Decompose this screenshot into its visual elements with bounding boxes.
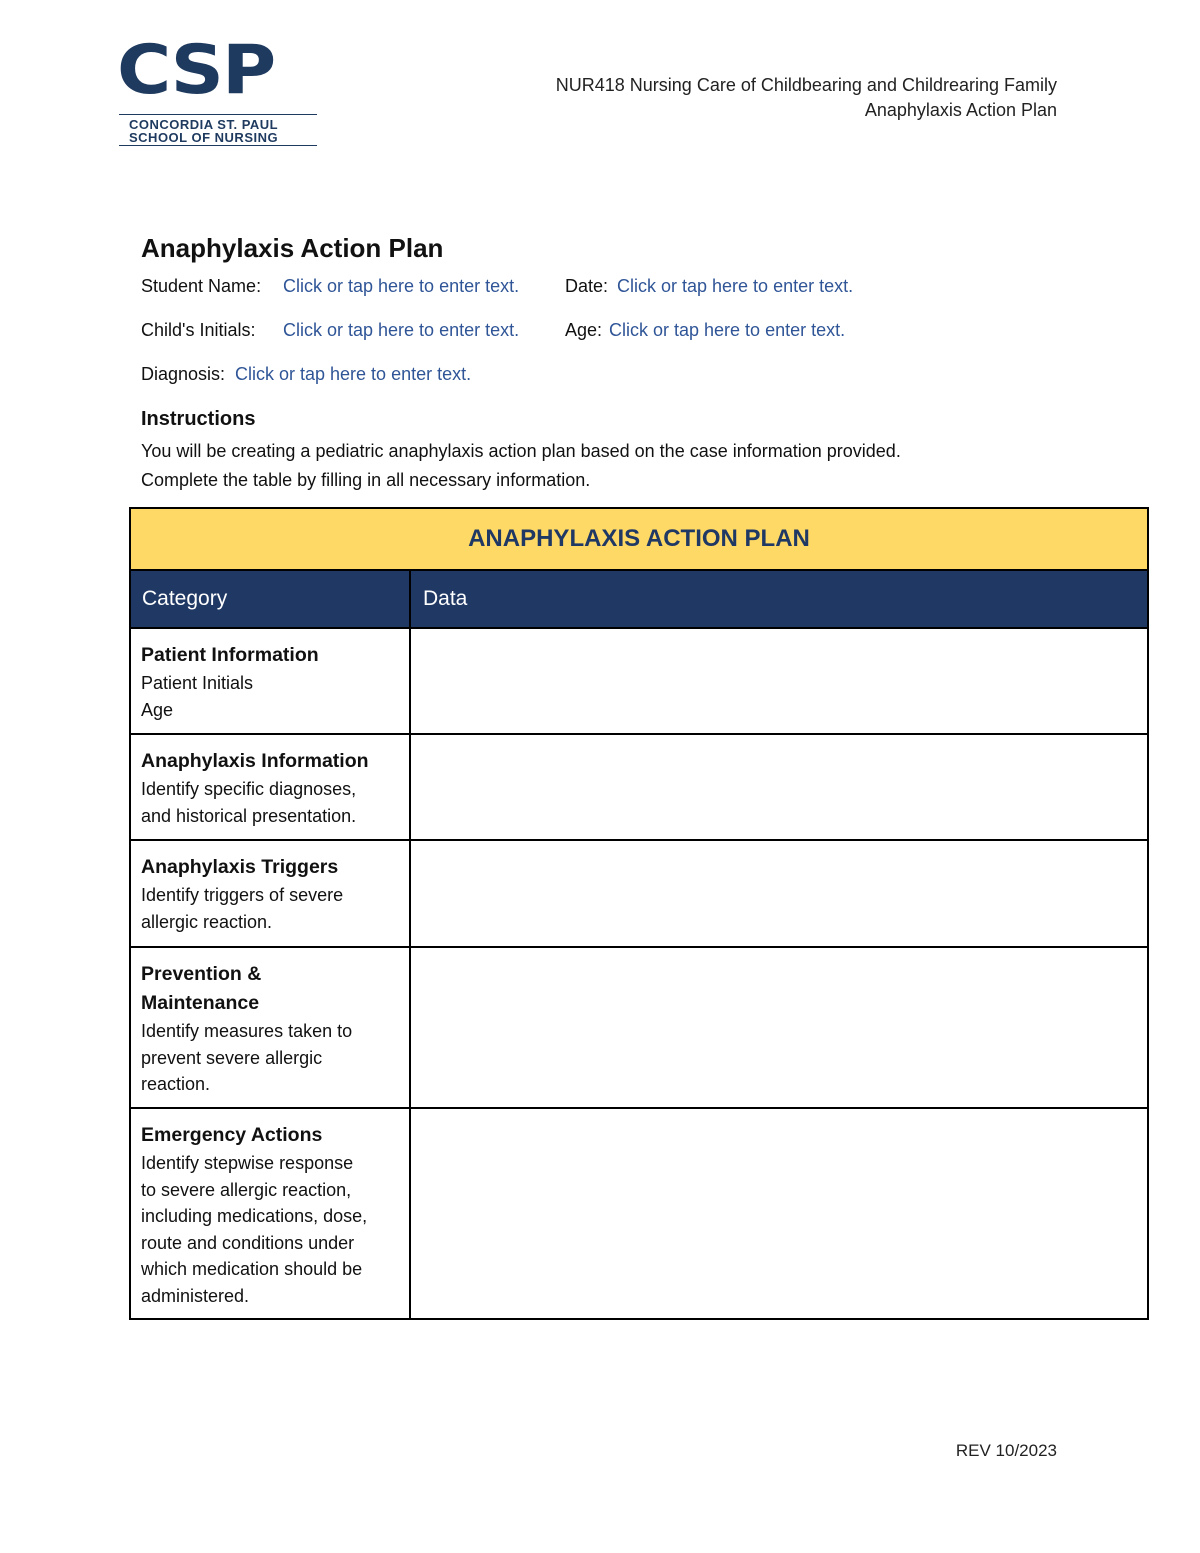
category-desc-line: administered.: [141, 1285, 250, 1306]
table-row: [131, 948, 1147, 1109]
date-label: Date:: [565, 276, 609, 296]
category-desc-line: and historical presentation.: [141, 805, 357, 826]
category-title: Anaphylaxis Triggers: [141, 856, 339, 878]
instructions-line-1: You will be creating a pediatric anaphylaxis action plan based on the case information provided.: [141, 441, 901, 461]
age-input[interactable]: Click or tap here to enter text.: [609, 320, 846, 340]
table-header-row: [131, 571, 1147, 629]
logo-rule-top: [119, 114, 317, 115]
table-row: [131, 629, 1147, 735]
logo-line-2: SCHOOL OF NURSING: [129, 130, 279, 145]
category-desc-line: which medication should be: [141, 1259, 363, 1279]
csp-logo: [117, 30, 322, 150]
child-initials-label: Child's Initials:: [141, 320, 256, 340]
student-name-input[interactable]: Click or tap here to enter text.: [283, 276, 520, 296]
header-doc-title: Anaphylaxis Action Plan: [864, 100, 1057, 120]
table-row: [131, 1109, 1147, 1320]
diagnosis-label: Diagnosis:: [141, 364, 226, 384]
column-header-data: Data: [423, 587, 468, 610]
column-divider: [409, 571, 411, 1318]
data-cell-anaphylaxis-triggers[interactable]: [411, 841, 1147, 946]
data-cell-anaphylaxis-information[interactable]: [411, 735, 1147, 839]
instructions-line-2: Complete the table by filling in all necessary information.: [141, 470, 591, 490]
category-desc-line: Patient Initials: [141, 673, 254, 693]
category-desc-line: to severe allergic reaction,: [141, 1179, 352, 1200]
category-desc-line: prevent severe allergic: [141, 1047, 323, 1068]
header-course: NUR418 Nursing Care of Childbearing and Childrearing Family: [555, 75, 1057, 95]
logo-line-1: CONCORDIA ST. PAUL: [129, 117, 279, 132]
category-desc-line: Identify measures taken to: [141, 1021, 353, 1041]
category-cell: [141, 853, 403, 935]
data-cell-emergency-actions[interactable]: [411, 1109, 1147, 1318]
table-title: ANAPHYLAXIS ACTION PLAN: [131, 509, 1147, 571]
table-row: [131, 841, 1147, 948]
logo-rule-bottom: [119, 145, 317, 146]
data-cell-patient-information[interactable]: [411, 629, 1147, 733]
student-name-label: Student Name:: [141, 276, 262, 296]
category-title: Anaphylaxis Information: [141, 750, 369, 772]
page-title: Anaphylaxis Action Plan: [141, 233, 444, 263]
category-title: Emergency Actions: [141, 1124, 323, 1146]
category-title: Patient Information: [141, 644, 319, 666]
category-cell: [141, 960, 301, 1018]
category-desc-line: Identify stepwise response: [141, 1153, 354, 1173]
category-desc-line: including medications, dose,: [141, 1206, 368, 1226]
column-header-category: Category: [142, 587, 228, 610]
category-title: Prevention & Maintenance: [141, 963, 262, 1014]
category-desc-line: Age: [141, 699, 174, 720]
category-cell: [141, 747, 403, 829]
date-input[interactable]: Click or tap here to enter text.: [617, 276, 854, 296]
table-row: [131, 735, 1147, 841]
category-cell: [141, 641, 403, 723]
category-desc: [141, 1018, 403, 1098]
category-desc-line: reaction.: [141, 1074, 211, 1094]
logo-wordmark: CSP: [117, 30, 275, 110]
child-initials-input[interactable]: Click or tap here to enter text.: [283, 320, 520, 340]
diagnosis-input[interactable]: Click or tap here to enter text.: [235, 364, 472, 384]
instructions-heading: Instructions: [141, 408, 256, 430]
category-desc-line: route and conditions under: [141, 1232, 355, 1253]
data-cell-prevention-maintenance[interactable]: [411, 948, 1147, 1107]
category-desc-line: Identify specific diagnoses,: [141, 779, 357, 799]
category-desc-line: allergic reaction.: [141, 911, 273, 932]
age-label: Age:: [565, 320, 603, 340]
category-cell: [141, 1121, 403, 1309]
action-plan-table: [129, 507, 1149, 1320]
category-desc-line: Identify triggers of severe: [141, 885, 344, 905]
revision-label: REV 10/2023: [955, 1441, 1057, 1460]
